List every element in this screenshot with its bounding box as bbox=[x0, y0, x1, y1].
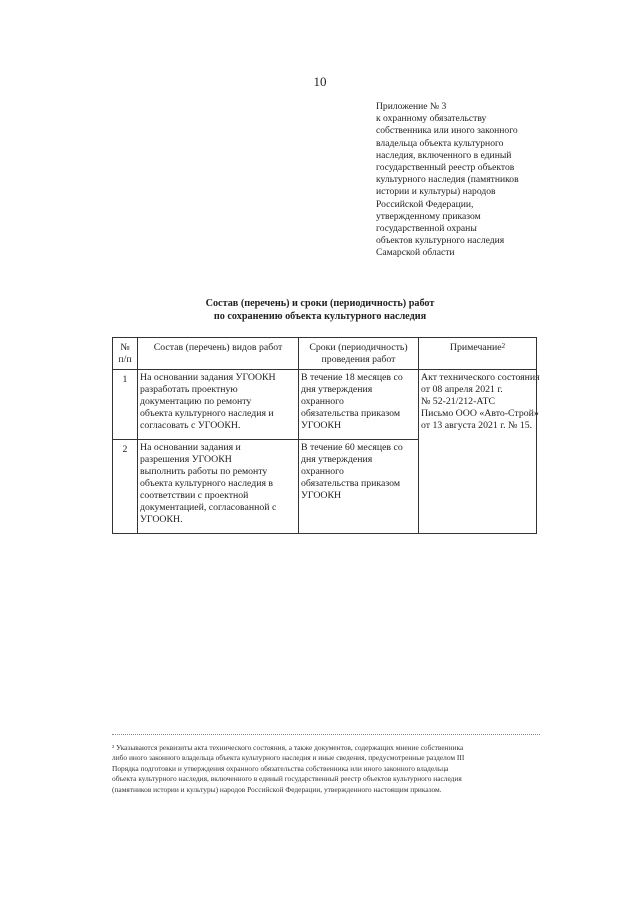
table-header-row bbox=[113, 338, 537, 370]
header-composition: Состав (перечень) видов работ bbox=[138, 338, 299, 370]
document-title bbox=[0, 297, 640, 323]
composition-cell: На основании задания и разрешения УГООКН выполнить работы по ремонту объекта культурного наследия в соответствии с проектной документацией, согласованной с УГООКН. bbox=[138, 440, 299, 534]
appendix-line: культурного наследия (памятников bbox=[376, 174, 519, 186]
terms-cell: В течение 60 месяцев со дня утверждения охранного обязательства приказом УГООКН bbox=[299, 440, 419, 534]
page-number: 10 bbox=[313, 74, 327, 89]
table-row bbox=[113, 370, 537, 440]
appendix-line: к охранному обязательству bbox=[376, 113, 487, 125]
terms-cell: В течение 18 месяцев со дня утверждения охранного обязательства приказом УГООКН bbox=[299, 370, 419, 440]
footnote-mark: 2 bbox=[501, 342, 506, 350]
footnote-line: (памятников истории и культуры) народов Российской Федерации, утвержденного настоящим приказом. bbox=[112, 784, 442, 794]
appendix-line: объектов культурного наследия bbox=[376, 235, 505, 247]
footnote-separator bbox=[112, 734, 540, 735]
appendix-line: утвержденному приказом bbox=[376, 210, 481, 222]
title-line: Состав (перечень) и сроки (периодичность) работ bbox=[205, 298, 435, 309]
header-terms: Сроки (периодичность) проведения работ bbox=[299, 338, 419, 370]
title-line: по сохранению объекта культурного наследия bbox=[213, 311, 427, 322]
footnote-line: либо иного законного владельца объекта культурного наследия и иные сведения, предусмотренные разделом III bbox=[112, 753, 465, 763]
appendix-line: Приложение № 3 bbox=[376, 101, 447, 112]
appendix-header bbox=[376, 101, 576, 260]
appendix-line: государственный реестр объектов bbox=[376, 162, 515, 174]
footnote-line: ² Указываются реквизиты акта технического состояния, а также документов, содержащих мнение собственника bbox=[112, 743, 464, 752]
row-number: 1 bbox=[113, 370, 138, 440]
works-table bbox=[112, 337, 540, 534]
appendix-line: владельца объекта культурного bbox=[376, 137, 504, 149]
appendix-line: Самарской области bbox=[376, 247, 455, 259]
composition-cell: На основании задания УГООКН разработать проектную документацию по ремонту объекта культурного наследия и согласовать с УГООКН. bbox=[138, 370, 299, 440]
appendix-line: государственной охраны bbox=[376, 223, 477, 235]
footnote-line: Порядка подготовки и утверждения охранного обязательства собственника или иного законного владельца bbox=[112, 763, 449, 773]
header-num: № п/п bbox=[113, 338, 138, 370]
appendix-line: Российской Федерации, bbox=[376, 198, 474, 210]
appendix-line: собственника или иного законного bbox=[376, 125, 518, 137]
footnote bbox=[112, 743, 540, 795]
header-note: Примечание$^2$ bbox=[419, 338, 537, 370]
appendix-line: наследия, включенного в единый bbox=[376, 149, 512, 161]
footnote-line: объекта культурного наследия, включенного в единый государственный реестр объектов культурного наследия bbox=[112, 774, 462, 784]
appendix-line: истории и культуры) народов bbox=[376, 186, 496, 198]
row-number: 2 bbox=[113, 440, 138, 534]
note-cell: Акт технического состояния от 08 апреля 2021 г. № 52-21/212-АТС Письмо ООО «Авто-Строй» от 13 августа 2021 г. № 15. bbox=[419, 370, 537, 534]
